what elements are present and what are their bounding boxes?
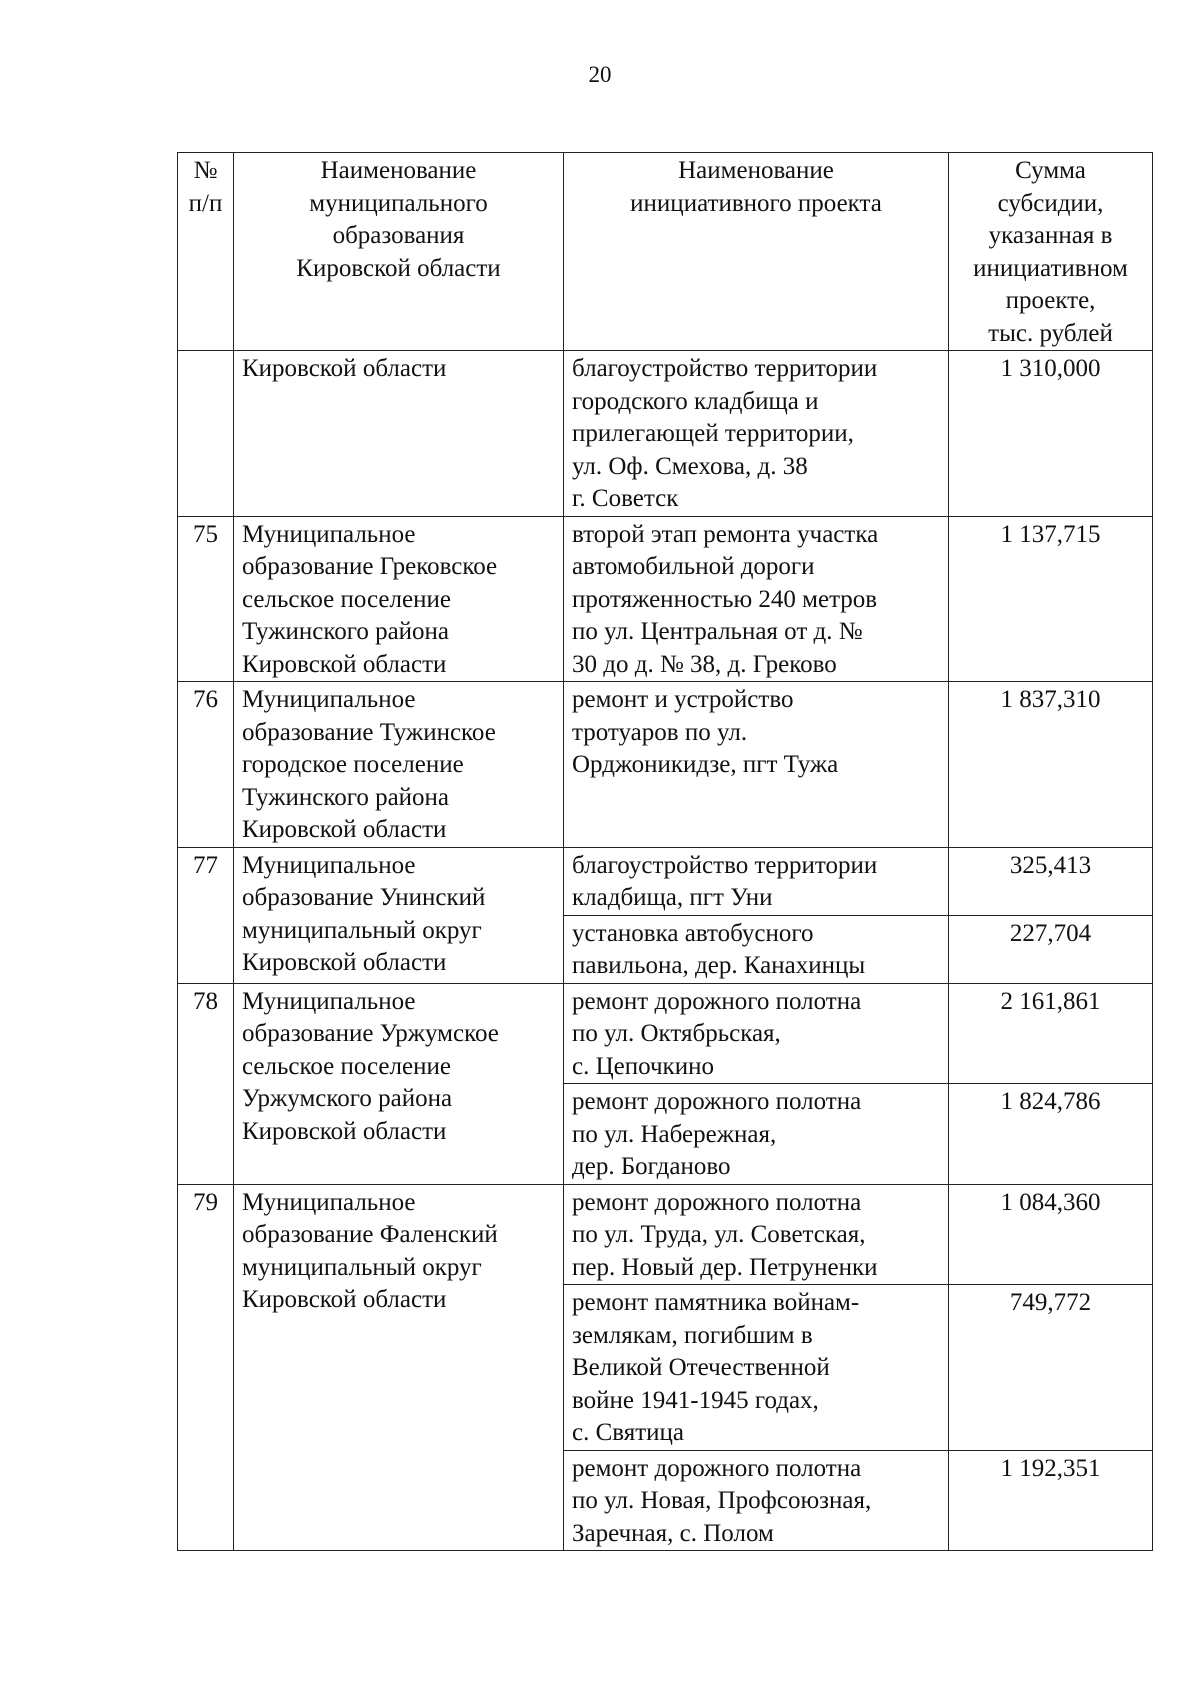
subsidy-amount: 2 161,861: [949, 983, 1153, 1084]
project-name: второй этап ремонта участка автомобильной дороги протяженностью 240 метров по ул. Центральная от д. № 30 до д. № 38, д. Греково: [564, 516, 949, 682]
row-number: 77: [178, 847, 234, 983]
row-number: 76: [178, 682, 234, 848]
row-number: 79: [178, 1184, 234, 1551]
municipality-name: Муниципальное образование Фаленский муниципальный округ Кировской области: [234, 1184, 564, 1551]
header-municipality: Наименование муниципального образования Кировской области: [234, 153, 564, 351]
project-name: благоустройство территории городского кладбища и прилегающей территории, ул. Оф. Смехова, д. 38 г. Советск: [564, 351, 949, 517]
municipality-name: Муниципальное образование Грековское сельское поселение Тужинского района Кировской области: [234, 516, 564, 682]
project-name: ремонт памятника войнам- землякам, погибшим в Великой Отечественной войне 1941-1945 годах, с. Святица: [564, 1285, 949, 1451]
table-row: [178, 516, 1153, 682]
subsidy-table: [177, 152, 1153, 1551]
row-number: 75: [178, 516, 234, 682]
row-number: 78: [178, 983, 234, 1184]
page-number: 20: [588, 62, 612, 87]
subsidy-amount: 227,704: [949, 915, 1153, 983]
table-row: [178, 351, 1153, 517]
municipality-name: Муниципальное образование Уржумское сельское поселение Уржумского района Кировской области: [234, 983, 564, 1184]
project-name: установка автобусного павильона, дер. Канахинцы: [564, 915, 949, 983]
project-name: благоустройство территории кладбища, пгт Уни: [564, 847, 949, 915]
project-name: ремонт дорожного полотна по ул. Труда, ул. Советская, пер. Новый дер. Петруненки: [564, 1184, 949, 1285]
municipality-name: Муниципальное образование Унинский муниципальный округ Кировской области: [234, 847, 564, 983]
header-amount: Сумма субсидии, указанная в инициативном проекте, тыс. рублей: [949, 153, 1153, 351]
municipality-name: Муниципальное образование Тужинское городское поселение Тужинского района Кировской области: [234, 682, 564, 848]
subsidy-amount: 749,772: [949, 1285, 1153, 1451]
subsidy-amount: 1 310,000: [949, 351, 1153, 517]
municipality-name: Кировской области: [234, 351, 564, 517]
subsidy-amount: 1 837,310: [949, 682, 1153, 848]
subsidy-amount: 1 192,351: [949, 1450, 1153, 1551]
project-name: ремонт и устройство тротуаров по ул. Орджоникидзе, пгт Тужа: [564, 682, 949, 848]
table-row: [178, 983, 1153, 1084]
header-number: № п/п: [178, 153, 234, 351]
table-header-row: [178, 153, 1153, 351]
subsidy-amount: 1 084,360: [949, 1184, 1153, 1285]
subsidy-amount: 1 137,715: [949, 516, 1153, 682]
table-row: [178, 1184, 1153, 1285]
subsidy-amount: 325,413: [949, 847, 1153, 915]
table-row: [178, 847, 1153, 915]
table-row: [178, 682, 1153, 848]
project-name: ремонт дорожного полотна по ул. Новая, Профсоюзная, Заречная, с. Полом: [564, 1450, 949, 1551]
header-project: Наименование инициативного проекта: [564, 153, 949, 351]
row-number: [178, 351, 234, 517]
project-name: ремонт дорожного полотна по ул. Набережная, дер. Богданово: [564, 1084, 949, 1185]
project-name: ремонт дорожного полотна по ул. Октябрьская, с. Цепочкино: [564, 983, 949, 1084]
subsidy-amount: 1 824,786: [949, 1084, 1153, 1185]
